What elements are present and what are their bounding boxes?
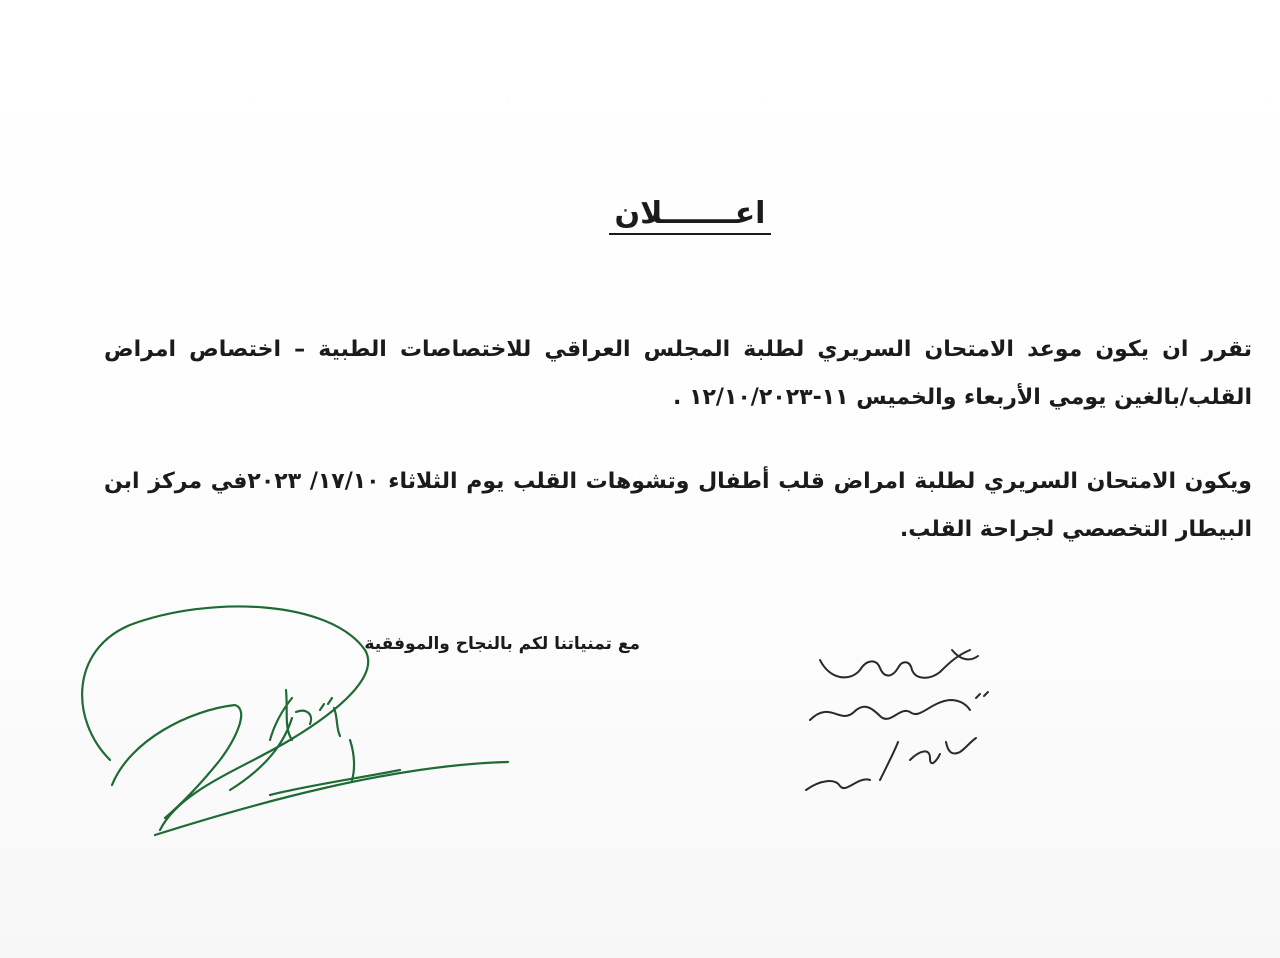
paragraph-pediatric-cardiology-exam: ويكون الامتحان السريري لطلبة امراض قلب أطفال وتشوهات القلب يوم الثلاثاء ١٧/١٠/ ٢٠٢٣في مركز ابن البيطار التخصصي لجراحة القلب.: [104, 469, 1252, 542]
announcement-title: [560, 196, 820, 231]
green-signature-graphic: [70, 590, 530, 850]
handwritten-signature-graphic: [780, 630, 1000, 810]
closing-wishes: مع تمنياتنا لكم بالنجاح والموفقية: [364, 634, 640, 654]
handwritten-signature-strokes: [806, 650, 988, 790]
paragraph-adult-cardiology-exam: تقرر ان يكون موعد الامتحان السريري لطلبة المجلس العراقي للاختصاصات الطبية – اختصاص امراض القلب/بالغين يومي الأربعاء والخميس ١١-١٢/١٠/٢٠٢٣ .: [104, 337, 1252, 410]
handwritten-signature-date: [780, 630, 1000, 810]
green-signature-strokes: [82, 606, 508, 835]
announcement-title-text: اعـــــــلان: [609, 196, 772, 235]
green-signature: [70, 590, 530, 850]
